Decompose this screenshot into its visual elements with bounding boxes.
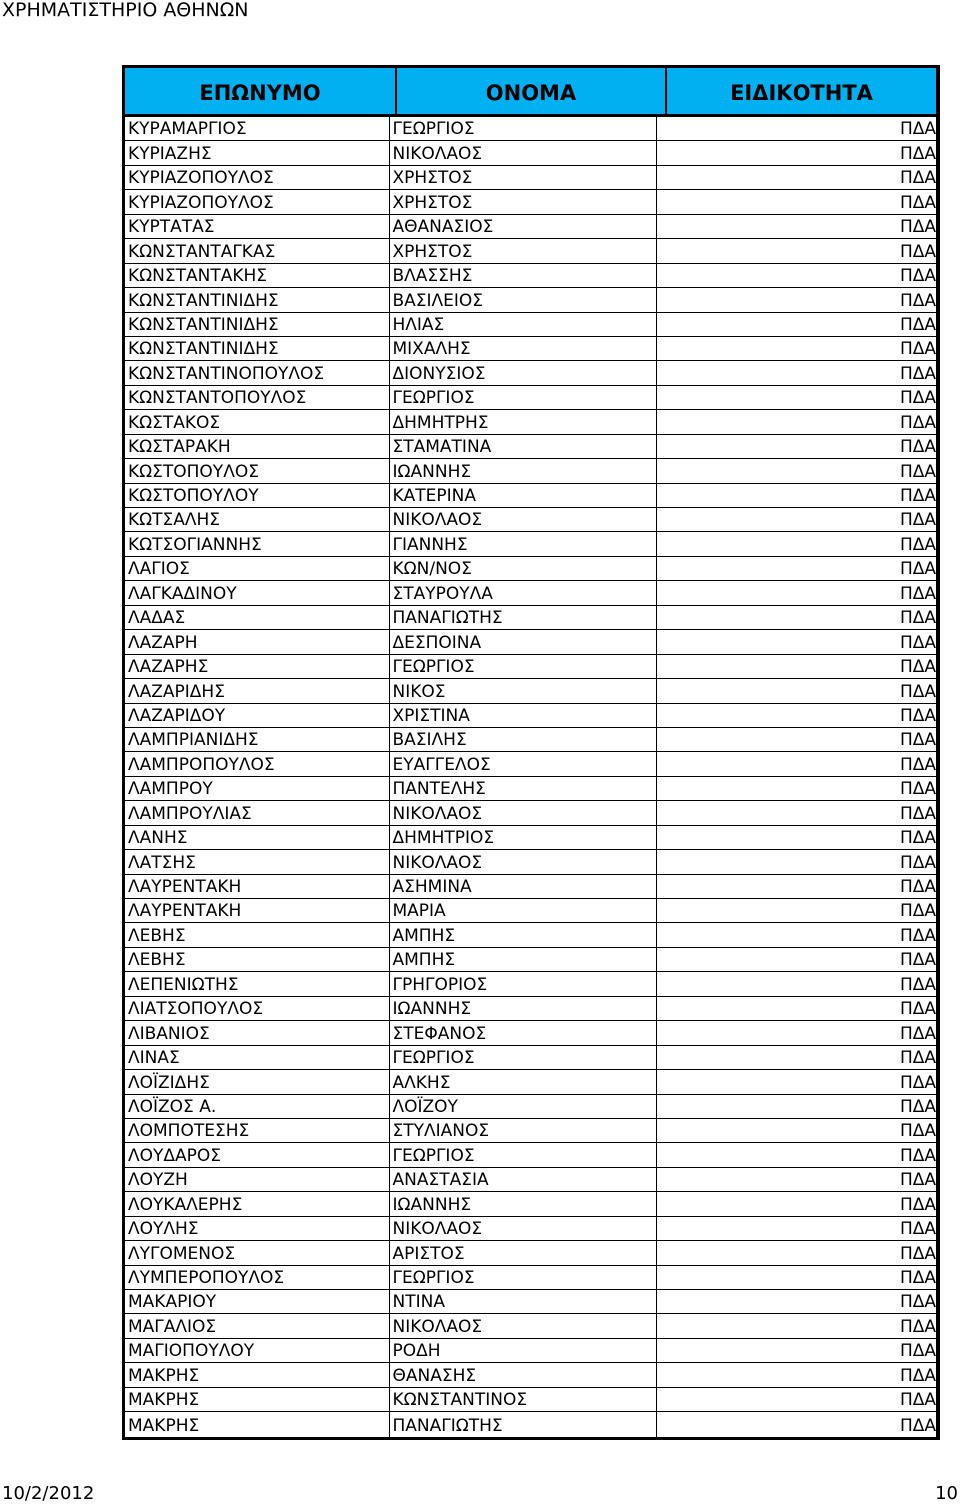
cell-name: ΧΡΗΣΤΟΣ [390, 239, 657, 262]
cell-surname: ΚΩΤΣΟΓΙΑΝΝΗΣ [125, 532, 390, 555]
cell-name: ΣΤΥΛΙΑΝΟΣ [390, 1119, 657, 1142]
page-title: ΧΡΗΜΑΤΙΣΤΗΡΙΟ ΑΘΗΝΩΝ [2, 0, 249, 21]
table-row [125, 581, 936, 605]
table-row [125, 923, 936, 947]
cell-name: ΚΩΝΣΤΑΝΤΙΝΟΣ [390, 1388, 657, 1411]
cell-surname: ΛΑΜΠΡΟΠΟΥΛΟΣ [125, 752, 390, 775]
table-row [125, 1412, 936, 1436]
cell-surname: ΛΑΤΣΗΣ [125, 850, 390, 873]
cell-specialty: ΠΔΑ [899, 705, 936, 726]
cell-surname: ΜΑΚΑΡΙΟΥ [125, 1290, 390, 1313]
cell-name: ΑΜΠΗΣ [390, 948, 657, 971]
table-row [125, 532, 936, 556]
table-row [125, 190, 936, 214]
cell-specialty: ΠΔΑ [899, 437, 936, 458]
cell-specialty: ΠΔΑ [899, 657, 936, 678]
cell-specialty: ΠΔΑ [899, 754, 936, 775]
cell-specialty: ΠΔΑ [899, 388, 936, 409]
cell-specialty: ΠΔΑ [899, 681, 936, 702]
cell-name: ΓΡΗΓΟΡΙΟΣ [390, 972, 657, 995]
cell-name: ΚΑΤΕΡΙΝΑ [390, 484, 657, 507]
cell-surname: ΚΥΡΑΜΑΡΓΙΟΣ [125, 117, 390, 140]
cell-surname: ΛΑΜΠΡΟΥ [125, 777, 390, 800]
cell-specialty: ΠΔΑ [899, 877, 936, 897]
cell-name: ΧΡΗΣΤΟΣ [390, 166, 657, 189]
cell-surname: ΛΕΠΕΝΙΩΤΗΣ [125, 972, 390, 995]
cell-surname: ΚΩΣΤΟΠΟΥΛΟΣ [125, 459, 390, 482]
cell-name: ΓΕΩΡΓΙΟΣ [390, 386, 657, 409]
cell-name: ΝΙΚΟΛΑΟΣ [390, 850, 657, 873]
table-row [125, 1119, 936, 1143]
cell-name: ΣΤΑΥΡΟΥΛΑ [390, 581, 657, 604]
cell-surname: ΜΑΚΡΗΣ [125, 1412, 390, 1436]
table-row [125, 117, 936, 141]
cell-specialty: ΠΔΑ [899, 1170, 936, 1191]
cell-specialty: ΠΔΑ [899, 1243, 936, 1264]
cell-specialty: ΠΔΑ [899, 1292, 936, 1313]
cell-specialty: ΠΔΑ [899, 583, 936, 604]
cell-specialty: ΠΔΑ [899, 241, 936, 262]
cell-name: ΙΩΑΝΝΗΣ [390, 997, 657, 1020]
table-row [125, 1266, 936, 1290]
table-row [125, 484, 936, 508]
cell-specialty: ΠΔΑ [899, 1341, 936, 1362]
table-row [125, 1388, 936, 1412]
cell-name: ΒΛΑΣΣΗΣ [390, 264, 657, 287]
table-row [125, 948, 936, 972]
table-row [125, 752, 936, 776]
cell-specialty: ΠΔΑ [899, 1390, 936, 1411]
cell-name: ΧΡΙΣΤΙΝΑ [390, 704, 657, 727]
cell-name: ΘΑΝΑΣΗΣ [390, 1363, 657, 1386]
cell-name: ΑΛΚΗΣ [390, 1070, 657, 1093]
column-header-surname: ΕΠΩΝΥΜΟ [125, 68, 397, 114]
cell-specialty: ΠΔΑ [899, 1268, 936, 1288]
cell-name: ΡΟΔΗ [390, 1339, 657, 1362]
table-row [125, 875, 936, 899]
cell-surname: ΜΑΓΙΟΠΟΥΛΟΥ [125, 1339, 390, 1362]
cell-name: ΧΡΗΣΤΟΣ [390, 190, 657, 213]
cell-surname: ΚΩΣΤΑΡΑΚΗ [125, 435, 390, 458]
cell-specialty: ΠΔΑ [899, 828, 936, 849]
cell-name: ΝΙΚΟΛΑΟΣ [390, 1217, 657, 1240]
cell-name: ΗΛΙΑΣ [390, 313, 657, 336]
cell-specialty: ΠΔΑ [899, 314, 936, 335]
table-row [125, 728, 936, 752]
cell-name: ΠΑΝΑΓΙΩΤΗΣ [390, 606, 657, 629]
cell-surname: ΛΟΥΚΑΛΕΡΗΣ [125, 1192, 390, 1215]
table-row [125, 850, 936, 874]
table-row [125, 1314, 936, 1338]
cell-surname: ΚΥΡΙΑΖΟΠΟΥΛΟΣ [125, 190, 390, 213]
table-row [125, 288, 936, 312]
cell-specialty: ΠΔΑ [899, 950, 936, 971]
table-row [125, 166, 936, 190]
table-row [125, 459, 936, 483]
cell-specialty: ΠΔΑ [899, 1415, 936, 1436]
cell-name: ΠΑΝΤΕΛΗΣ [390, 777, 657, 800]
cell-surname: ΜΑΚΡΗΣ [125, 1388, 390, 1411]
column-header-name: ΟΝΟΜΑ [397, 68, 667, 114]
cell-name: ΑΜΠΗΣ [390, 923, 657, 946]
cell-name: ΝΙΚΟΛΑΟΣ [390, 141, 657, 164]
cell-specialty: ΠΔΑ [899, 1121, 936, 1142]
cell-surname: ΛΑΔΑΣ [125, 606, 390, 629]
table-row [125, 1143, 936, 1167]
cell-surname: ΚΩΣΤΑΚΟΣ [125, 410, 390, 433]
cell-specialty: ΠΔΑ [899, 559, 936, 580]
table-row [125, 679, 936, 703]
cell-surname: ΛΑΥΡΕΝΤΑΚΗ [125, 875, 390, 898]
cell-specialty: ΠΔΑ [899, 339, 936, 360]
cell-surname: ΚΥΡΤΑΤΑΣ [125, 215, 390, 238]
cell-specialty: ΠΔΑ [899, 363, 936, 384]
cell-specialty: ΠΔΑ [899, 217, 936, 238]
cell-surname: ΚΥΡΙΑΖΗΣ [125, 141, 390, 164]
page-number: 10 [935, 1483, 958, 1504]
cell-surname: ΛΑΓΙΟΣ [125, 557, 390, 580]
cell-specialty: ΠΔΑ [899, 632, 936, 653]
cell-surname: ΚΥΡΙΑΖΟΠΟΥΛΟΣ [125, 166, 390, 189]
cell-specialty: ΠΔΑ [899, 119, 936, 140]
table-row [125, 1046, 936, 1070]
cell-surname: ΛΑΖΑΡΗΣ [125, 655, 390, 678]
table-row [125, 264, 936, 288]
table-row [125, 557, 936, 581]
cell-name: ΒΑΣΙΛΗΣ [390, 728, 657, 751]
table-row [125, 141, 936, 165]
table-row [125, 410, 936, 434]
cell-specialty: ΠΔΑ [899, 143, 936, 164]
cell-surname: ΚΩΝΣΤΑΝΤΟΠΟΥΛΟΣ [125, 386, 390, 409]
table-row [125, 997, 936, 1021]
table-row [125, 1095, 936, 1119]
table-row [125, 361, 936, 385]
cell-surname: ΛΙΝΑΣ [125, 1046, 390, 1069]
cell-surname: ΛΑΖΑΡΙΔΟΥ [125, 704, 390, 727]
cell-surname: ΛΟΥΔΑΡΟΣ [125, 1143, 390, 1166]
cell-surname: ΛΟΥΛΗΣ [125, 1217, 390, 1240]
cell-name: ΝΤΙΝΑ [390, 1290, 657, 1313]
table-row [125, 1241, 936, 1265]
cell-name: ΕΥΑΓΓΕΛΟΣ [390, 752, 657, 775]
cell-name: ΝΙΚΟΛΑΟΣ [390, 508, 657, 531]
cell-specialty: ΠΔΑ [899, 608, 936, 629]
cell-specialty: ΠΔΑ [899, 192, 936, 213]
footer-date: 10/2/2012 [2, 1483, 95, 1504]
cell-specialty: ΠΔΑ [899, 486, 936, 506]
cell-specialty: ΠΔΑ [899, 999, 936, 1020]
cell-name: ΜΑΡΙΑ [390, 899, 657, 922]
cell-specialty: ΠΔΑ [899, 266, 936, 287]
table-row [125, 1021, 936, 1045]
cell-surname: ΛΟΜΠΟΤΕΣΗΣ [125, 1119, 390, 1142]
cell-name: ΑΝΑΣΤΑΣΙΑ [390, 1168, 657, 1191]
cell-name: ΓΕΩΡΓΙΟΣ [390, 1143, 657, 1166]
cell-surname: ΛΙΑΤΣΟΠΟΥΛΟΣ [125, 997, 390, 1020]
cell-name: ΔΗΜΗΤΡΙΟΣ [390, 826, 657, 849]
cell-surname: ΛΑΖΑΡΙΔΗΣ [125, 679, 390, 702]
table-row [125, 1217, 936, 1241]
cell-specialty: ΠΔΑ [899, 901, 936, 922]
cell-name: ΣΤΑΜΑΤΙΝΑ [390, 435, 657, 458]
cell-surname: ΛΑΖΑΡΗ [125, 630, 390, 653]
cell-surname: ΚΩΝΣΤΑΝΤΙΝΙΔΗΣ [125, 337, 390, 360]
cell-surname: ΛΑΜΠΡΟΥΛΙΑΣ [125, 801, 390, 824]
cell-surname: ΜΑΓΑΛΙΟΣ [125, 1314, 390, 1337]
cell-specialty: ΠΔΑ [899, 1194, 936, 1215]
table-row [125, 1363, 936, 1387]
cell-surname: ΛΑΝΗΣ [125, 826, 390, 849]
cell-specialty: ΠΔΑ [899, 510, 936, 531]
cell-specialty: ΠΔΑ [899, 1316, 936, 1337]
table-row [125, 508, 936, 532]
data-table [122, 65, 940, 1440]
cell-surname: ΛΙΒΑΝΙΟΣ [125, 1021, 390, 1044]
cell-surname: ΛΕΒΗΣ [125, 923, 390, 946]
cell-specialty: ΠΔΑ [899, 803, 936, 824]
table-row [125, 1168, 936, 1192]
cell-specialty: ΠΔΑ [899, 1048, 936, 1069]
table-row [125, 1192, 936, 1216]
cell-name: ΔΙΟΝΥΣΙΟΣ [390, 361, 657, 384]
cell-specialty: ΠΔΑ [899, 974, 936, 995]
table-row [125, 777, 936, 801]
cell-surname: ΛΑΜΠΡΙΑΝΙΔΗΣ [125, 728, 390, 751]
table-row [125, 704, 936, 728]
table-row [125, 630, 936, 654]
cell-surname: ΛΥΓΟΜΕΝΟΣ [125, 1241, 390, 1264]
cell-surname: ΛΟΥΖΗ [125, 1168, 390, 1191]
table-row [125, 1070, 936, 1094]
cell-specialty: ΠΔΑ [899, 1072, 936, 1093]
table-row [125, 337, 936, 361]
cell-surname: ΛΟΪΖΙΔΗΣ [125, 1070, 390, 1093]
cell-name: ΓΙΑΝΝΗΣ [390, 532, 657, 555]
cell-name: ΔΗΜΗΤΡΗΣ [390, 410, 657, 433]
cell-surname: ΛΥΜΠΕΡΟΠΟΥΛΟΣ [125, 1266, 390, 1289]
cell-specialty: ΠΔΑ [899, 925, 936, 946]
cell-specialty: ΠΔΑ [899, 412, 936, 433]
cell-surname: ΚΩΝΣΤΑΝΤΙΝΟΠΟΥΛΟΣ [125, 361, 390, 384]
cell-name: ΒΑΣΙΛΕΙΟΣ [390, 288, 657, 311]
cell-specialty: ΠΔΑ [899, 534, 936, 555]
cell-name: ΛΟΪΖΟΥ [390, 1095, 657, 1118]
cell-surname: ΚΩΝΣΤΑΝΤΙΝΙΔΗΣ [125, 313, 390, 336]
table-header-row [122, 65, 940, 117]
cell-surname: ΚΩΣΤΟΠΟΥΛΟΥ [125, 484, 390, 507]
column-header-specialty: ΕΙΔΙΚΟΤΗΤΑ [730, 81, 873, 105]
table-row [125, 655, 936, 679]
cell-surname: ΚΩΝΣΤΑΝΤΑΚΗΣ [125, 264, 390, 287]
table-row [125, 386, 936, 410]
cell-surname: ΚΩΝΣΤΑΝΤΙΝΙΔΗΣ [125, 288, 390, 311]
table-row [125, 313, 936, 337]
cell-surname: ΛΑΥΡΕΝΤΑΚΗ [125, 899, 390, 922]
cell-specialty: ΠΔΑ [899, 779, 936, 800]
cell-name: ΑΣΗΜΙΝΑ [390, 875, 657, 898]
cell-specialty: ΠΔΑ [899, 1096, 936, 1117]
cell-surname: ΛΟΪΖΟΣ Α. [125, 1095, 390, 1118]
cell-specialty: ΠΔΑ [899, 1023, 936, 1044]
cell-specialty: ΠΔΑ [899, 852, 936, 873]
table-row [125, 899, 936, 923]
cell-name: ΑΡΙΣΤΟΣ [390, 1241, 657, 1264]
cell-specialty: ΠΔΑ [899, 461, 936, 482]
table-row [125, 1290, 936, 1314]
cell-name: ΣΤΕΦΑΝΟΣ [390, 1021, 657, 1044]
cell-specialty: ΠΔΑ [899, 168, 936, 189]
table-row [125, 1339, 936, 1363]
cell-name: ΓΕΩΡΓΙΟΣ [390, 655, 657, 678]
table-row [125, 826, 936, 850]
cell-name: ΝΙΚΟΣ [390, 679, 657, 702]
cell-name: ΝΙΚΟΛΑΟΣ [390, 801, 657, 824]
cell-specialty: ΠΔΑ [899, 290, 936, 311]
cell-name: ΜΙΧΑΛΗΣ [390, 337, 657, 360]
cell-name: ΙΩΑΝΝΗΣ [390, 1192, 657, 1215]
cell-surname: ΛΕΒΗΣ [125, 948, 390, 971]
cell-name: ΓΕΩΡΓΙΟΣ [390, 1266, 657, 1289]
cell-name: ΝΙΚΟΛΑΟΣ [390, 1314, 657, 1337]
cell-name: ΠΑΝΑΓΙΩΤΗΣ [390, 1412, 657, 1436]
table-row [125, 239, 936, 263]
cell-name: ΔΕΣΠΟΙΝΑ [390, 630, 657, 653]
cell-specialty: ΠΔΑ [899, 1219, 936, 1240]
table-row [125, 606, 936, 630]
cell-surname: ΚΩΤΣΑΛΗΣ [125, 508, 390, 531]
cell-name: ΚΩΝ/ΝΟΣ [390, 557, 657, 580]
table-body [122, 117, 940, 1440]
table-row [125, 215, 936, 239]
cell-specialty: ΠΔΑ [899, 1365, 936, 1386]
table-row [125, 801, 936, 825]
table-row [125, 435, 936, 459]
table-row [125, 972, 936, 996]
cell-specialty: ΠΔΑ [899, 730, 936, 751]
cell-specialty: ΠΔΑ [899, 1145, 936, 1166]
cell-name: ΓΕΩΡΓΙΟΣ [390, 1046, 657, 1069]
cell-name: ΑΘΑΝΑΣΙΟΣ [390, 215, 657, 238]
cell-name: ΓΕΩΡΓΙΟΣ [390, 117, 657, 140]
cell-surname: ΜΑΚΡΗΣ [125, 1363, 390, 1386]
cell-surname: ΚΩΝΣΤΑΝΤΑΓΚΑΣ [125, 239, 390, 262]
cell-surname: ΛΑΓΚΑΔΙΝΟΥ [125, 581, 390, 604]
cell-name: ΙΩΑΝΝΗΣ [390, 459, 657, 482]
